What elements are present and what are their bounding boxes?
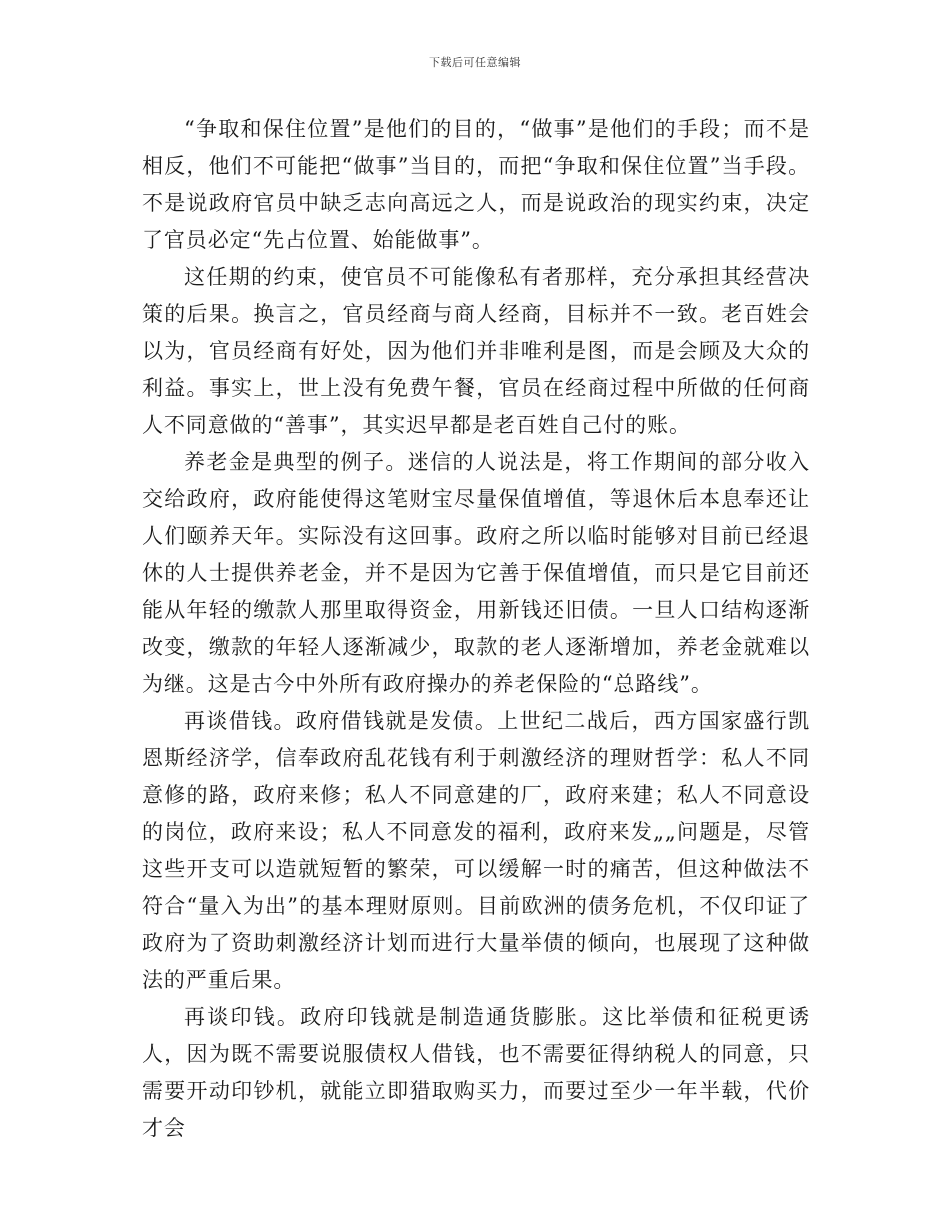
paragraph-4: 再谈借钱。政府借钱就是发债。上世纪二战后，西方国家盛行凯恩斯经济学，信奉政府乱花钱有利于刺激经济的理财哲学：私人不同意修的路，政府来修；私人不同意建的厂，政府来建；私人不同意设的岗位，政府来设；私人不同意发的福利，政府来发„„问题是，尽管这些开支可以造就短暂的繁荣，可以缓解一时的痛苦，但这种做法不符合“量入为出”的基本理财原则。目前欧洲的债务危机，不仅印证了政府为了资助刺激经济计划而进行大量举债的倾向，也展现了这种做法的严重后果。 (142, 709, 810, 992)
document-body (142, 111, 810, 1147)
paragraph-3: 养老金是典型的例子。迷信的人说法是，将工作期间的部分收入交给政府，政府能使得这笔财宝尽量保值增值，等退休后本息奉还让人们颐养天年。实际没有这回事。政府之所以临时能够对目前已经退休的人士提供养老金，并不是因为它善于保值增值，而只是它目前还能从年轻的缴款人那里取得资金，用新钱还旧债。一旦人口结构逐渐改变，缴款的年轻人逐渐减少，取款的老人逐渐增加，养老金就难以为继。这是古今中外所有政府操办的养老保险的“总路线”。 (142, 450, 810, 696)
paragraph-1: “争取和保住位置”是他们的目的，“做事”是他们的手段；而不是相反，他们不可能把“做事”当目的，而把“争取和保住位置”当手段。不是说政府官员中缺乏志向高远之人，而是说政治的现实约束，决定了官员必定“先占位置、始能做事”。 (142, 117, 810, 252)
paragraph-2: 这任期的约束，使官员不可能像私有者那样，充分承担其经营决策的后果。换言之，官员经商与商人经商，目标并不一致。老百姓会以为，官员经商有好处，因为他们并非唯利是图，而是会顾及大众的利益。事实上，世上没有免费午餐，官员在经商过程中所做的任何商人不同意做的“善事”，其实迟早都是老百姓自己付的账。 (142, 265, 810, 437)
paragraph-5: 再谈印钱。政府印钱就是制造通货膨胀。这比举债和征税更诱人，因为既不需要说服债权人借钱，也不需要征得纳税人的同意，只需要开动印钞机，就能立即猎取购买力，而要过至少一年半载，代价才会 (142, 1005, 810, 1140)
page-header: 下载后可任意编辑 (429, 56, 521, 69)
